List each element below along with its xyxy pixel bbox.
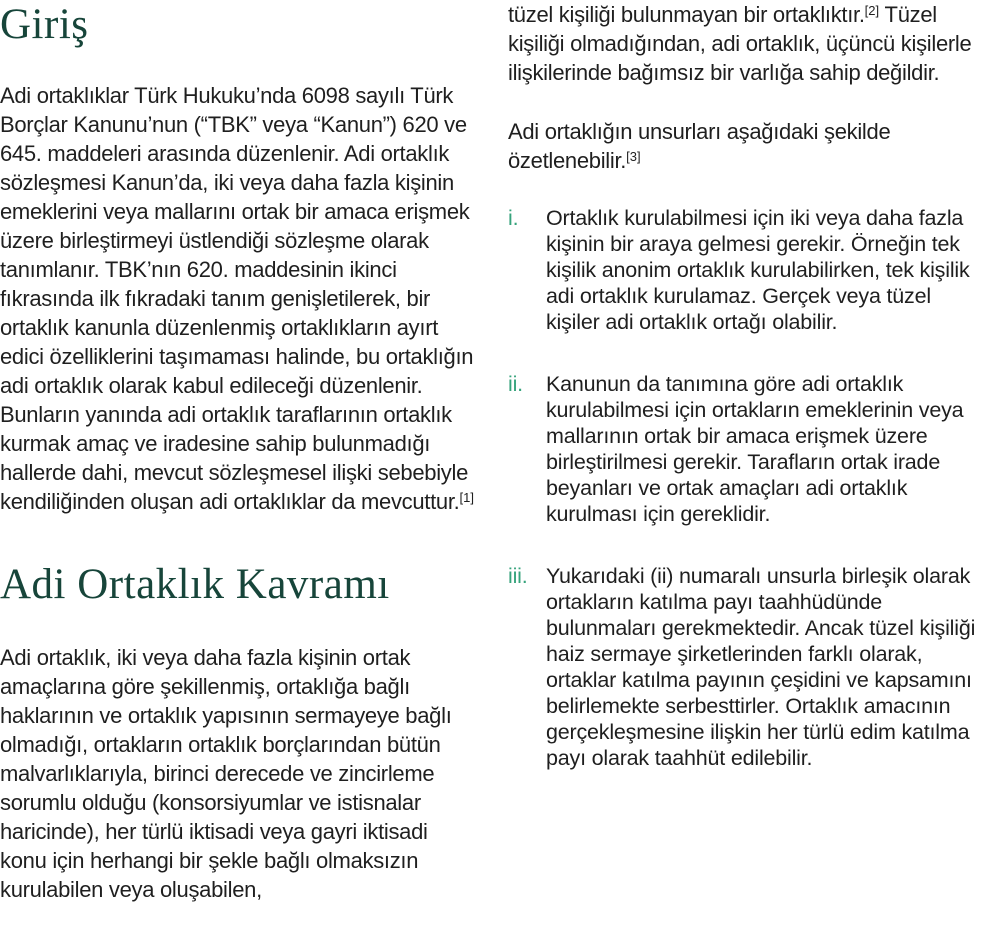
concept-paragraph-left-part: Adi ortaklık, iki veya daha fazla kişinin ortak amaçlarına göre şekillenmiş, ortaklığa bağlı haklarının ve ortaklık yapısının sermayeye bağlı olmadığı, ortakların ortaklık borçlarından bütün malvarlıklarıyla, birinci derecede ve zincirleme sorumlu olduğu (konsorsiyumlar ve istisnalar haricinde), her türlü iktisadi veya gayri iktisadi konu için herhangi bir şekle bağlı olmaksızın kurulabilen veya oluşabilen, [0,645,452,903]
concept-paragraph-right-text-before-footnote: tüzel kişiliği bulunmayan bir ortaklıktır. [508,2,865,27]
right-column [508,0,986,934]
intro-paragraph [0,81,474,516]
intro-heading: Giriş [0,1,89,48]
list-item-iii-text: Yukarıdaki (ii) numaralı unsurla birleşik olarak ortakların katılma payı taahhüdünde bulunmaları gerekmektedir. Ancak tüzel kişiliği haiz sermaye şirketlerinden farklı olarak, ortaklar katılma payının çeşidini ve kapsamını belirlemekte serbesttirler. Ortaklık amacının gerçekleşmesine ilişkin her türlü edim katılma payı olarak taahhüt edilebilir. [546,564,976,770]
footnote-ref-3[interactable]: [3] [626,149,641,164]
concept-heading: Adi Ortaklık Kavramı [0,561,390,609]
list-item-iii [508,563,986,771]
elements-intro-paragraph [508,117,986,175]
footnote-ref-2[interactable]: [2] [864,3,880,18]
concept-paragraph-right-part [508,0,986,87]
elements-list [508,205,986,771]
list-item-ii-text: Kanunun da tanımına göre adi ortaklık kurulabilmesi için ortakların emeklerinin veya mallarının ortak bir amaca erişmek üzere birleştirilmesi gerekir. Tarafların ortak irade beyanları ve ortak amaçları adi ortaklık kurulması için gereklidir. [546,372,964,526]
concept-paragraph-right-text-after-footnote: Tüzel kişiliği olmadığından, adi ortaklık, üçüncü kişilerle ilişkilerinde bağımsız bir varlığa sahip değildir. [508,2,972,85]
intro-paragraph-text: Adi ortaklıklar Türk Hukuku’nda 6098 sayılı Türk Borçlar Kanunu’nun (“TBK” veya “Kanun”) 620 ve 645. maddeleri arasında düzenlenir. Adi ortaklık sözleşmesi Kanun’da, iki veya daha fazla kişinin emeklerini veya mallarını ortak bir amaca erişmek üzere birleştirmeyi üstlendiği sözleşme olarak tanımlanır. TBK’nın 620. maddesinin ikinci fıkrasında ilk fıkradaki tanım genişletilerek, bir ortaklık kanunla düzenlenmiş ortaklıkların ayırt edici özelliklerini taşımaması halinde, bu ortaklığın adi ortaklık olarak kabul edileceği düzenlenir. Bunların yanında adi ortaklık taraflarının ortaklık kurmak amaç ve iradesine sahip bulunmadığı hallerde dahi, mevcut sözleşmesel ilişki sebebiyle kendiliğinden oluşan adi ortaklıklar da mevcuttur. [0,83,474,515]
list-item-i [508,205,986,335]
footnote-ref-1[interactable]: [1] [459,490,474,506]
list-marker-i: i. [508,206,519,230]
elements-intro-text: Adi ortaklığın unsurları aşağıdaki şekilde özetlenebilir. [508,119,891,173]
list-item-i-text: Ortaklık kurulabilmesi için iki veya daha fazla kişinin bir araya gelmesi gerekir. Örneğin tek kişilik anonim ortaklık kurulabilirken, tek kişilik adi ortaklık kurulamaz. Gerçek veya tüzel kişiler adi ortaklık ortağı olabilir. [546,206,970,334]
list-marker-ii: ii. [508,372,523,396]
left-column [0,0,474,934]
list-marker-iii: iii. [508,564,528,588]
list-item-ii [508,371,986,527]
